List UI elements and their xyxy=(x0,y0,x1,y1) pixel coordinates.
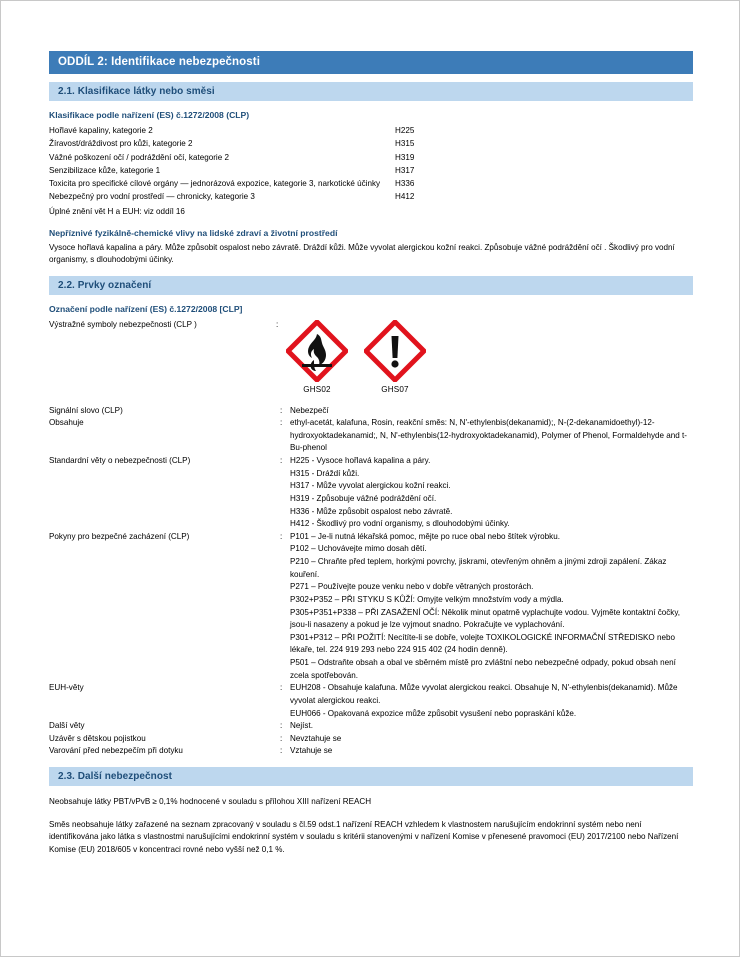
contains-row xyxy=(49,417,693,455)
classification-row xyxy=(49,152,693,164)
pictogram-code: GHS02 xyxy=(303,384,331,394)
subsection-2-2-bar: 2.2. Prvky označení xyxy=(49,276,693,295)
euh-statement: EUH208 - Obsahuje kalafuna. Může vyvolat alergickou reakci. Obsahuje N, N'-ethylenbis(dekanamid). Může vyvolat alergickou reakci. xyxy=(290,683,678,705)
additional-statements-row xyxy=(49,720,693,733)
pictogram-row xyxy=(49,319,693,397)
tactile-warning-value: Vztahuje se xyxy=(290,746,333,756)
classification-name: Senzibilizace kůže, kategorie 1 xyxy=(49,165,161,175)
hazard-statement: H225 - Vysoce hořlavá kapalina a páry. xyxy=(290,456,431,466)
subsection-2-1-bar: 2.1. Klasifikace látky nebo směsi xyxy=(49,82,693,101)
contains-label: Obsahuje xyxy=(49,418,84,428)
row-colon: : xyxy=(280,531,283,541)
exclamation-mark-icon xyxy=(364,320,426,382)
clp-classification-heading: Klasifikace podle nařízení (ES) č.1272/2008 (CLP) xyxy=(49,110,250,120)
classification-row xyxy=(49,165,693,177)
full-text-note: Úplné znění vět H a EUH: viz oddíl 16 xyxy=(49,206,185,216)
hazard-statements-row xyxy=(49,455,693,531)
precautionary-statement: P501 – Odstraňte obsah a obal ve sběrném místě pro zvláštní nebo nebezpečné odpady, pokud obsah není zcela spotřebován. xyxy=(290,658,676,680)
pictogram-ghs07 xyxy=(364,320,426,397)
adverse-effects-text: Vysoce hořlavá kapalina a páry. Může způsobit ospalost nebo závratě. Dráždí kůži. Může vyvolat alergickou kožní reakci. Způsobuje vážné podráždění očí . Škodlivý pro vodní organismy, s dlouhodobými účinky. xyxy=(49,242,675,265)
classification-list xyxy=(49,125,693,204)
row-colon: : xyxy=(280,456,283,466)
contains-value: ethyl-acetát, kalafuna, Rosin, reakční směs: N, N'-ethylenbis(dekanamid);, N-(2-dekanamidoethyl)-12-hydroxyoktadekanamid;, N, N'-ethylenbis(12-hydroxyoktadekanamid), Polymer of Phenol, Formaldehyde and t-Bu-phenol xyxy=(290,418,687,453)
euh-statement: EUH066 - Opakovaná expozice může způsobit vysušení nebo popraskání kůže. xyxy=(290,708,577,718)
hazard-statement: H315 - Dráždí kůži. xyxy=(290,468,360,478)
classification-code: H412 xyxy=(395,192,415,202)
precautionary-statements-row xyxy=(49,531,693,683)
precautionary-statement: P302+P352 – PŘI STYKU S KŮŽÍ: Omyjte velkým množstvím vody a mýdla. xyxy=(290,594,564,604)
precautionary-statement: P301+P312 – PŘI POŽITÍ: Necítíte-li se dobře, volejte TOXIKOLOGICKÉ INFORMAČNÍ STŘEDISKO nebo lékaře, tel. 224 919 293 nebo 224 915 402 (24 hodin denně). xyxy=(290,632,675,655)
classification-name: Vážné poškození očí / podráždění očí, kategorie 2 xyxy=(49,152,229,162)
hazard-statements-label: Standardní věty o nebezpečnosti (CLP) xyxy=(49,456,191,466)
additional-statements-value: Nejíst. xyxy=(290,721,313,731)
row-colon: : xyxy=(276,319,279,329)
pbt-statement: Neobsahuje látky PBT/vPvB ≥ 0,1% hodnocené v souladu s přílohou XIII nařízení REACH xyxy=(49,797,372,807)
pictogram-label: Výstražné symboly nebezpečnosti (CLP ) xyxy=(49,319,197,329)
hazard-statement: H336 - Může způsobit ospalost nebo závratě. xyxy=(290,506,453,516)
signal-word-row xyxy=(49,405,693,418)
adverse-effects-heading: Nepříznivé fyzikálně-chemické vlivy na lidské zdraví a životní prostředí xyxy=(49,227,338,238)
classification-row xyxy=(49,138,693,150)
hazard-statement: H412 - Škodlivý pro vodní organismy, s dlouhodobými účinky. xyxy=(290,519,510,529)
classification-name: Žíravost/dráždivost pro kůži, kategorie 2 xyxy=(49,139,193,149)
classification-code: H317 xyxy=(395,165,415,175)
row-colon: : xyxy=(280,733,283,743)
section-title-bar: ODDÍL 2: Identifikace nebezpečnosti xyxy=(49,51,693,74)
hazard-statements-list xyxy=(290,455,693,531)
euh-statements-row xyxy=(49,682,693,720)
classification-name: Nebezpečný pro vodní prostředí — chronicky, kategorie 3 xyxy=(49,192,255,202)
additional-statements-label: Další věty xyxy=(49,721,85,731)
document-content xyxy=(49,51,693,858)
hazard-statement: H317 - Může vyvolat alergickou kožní reakci. xyxy=(290,481,451,491)
child-resistant-closure-value: Nevztahuje se xyxy=(290,733,342,743)
row-colon: : xyxy=(280,721,283,731)
precautionary-statements-label: Pokyny pro bezpečné zacházení (CLP) xyxy=(49,531,190,541)
euh-statements-label: EUH-věty xyxy=(49,683,84,693)
euh-statements-list xyxy=(290,682,693,720)
precautionary-statement: P305+P351+P338 – PŘI ZASAŽENÍ OČÍ: Několik minut opatrně vyplachujte vodou. Vyjměte kontaktní čočky, jsou-li nasazeny a pokud je lze vyjmout snadno. Pokračujte ve vyplachování. xyxy=(290,607,681,630)
endocrine-disruptor-statement: Směs neobsahuje látky zařazené na seznam zpracovaný v souladu s čl.59 odst.1 nařízení REACH vzhledem k vlastnostem narušujícím endokrinní systém nebo není identifikována jako látka s vlastnostmi narušujícími endokrinní systém v souladu s kritérii stanovenými v nařízení Komise v přenesené pravomoci (EU) 2017/2100 nebo Nařízení Komise (EU) 2018/605 v koncentraci rovné nebo vyšší než 0,1 %. xyxy=(49,819,679,854)
precautionary-statement: P210 – Chraňte před teplem, horkými povrchy, jiskrami, otevřeným ohněm a jinými zdroji zapálení. Zákaz kouření. xyxy=(290,557,667,579)
child-resistant-closure-label: Uzávěr s dětskou pojistkou xyxy=(49,733,146,743)
precautionary-statement: P271 – Používejte pouze venku nebo v dobře větraných prostorách. xyxy=(290,582,534,592)
row-colon: : xyxy=(280,746,283,756)
classification-code: H225 xyxy=(395,126,415,135)
classification-code: H315 xyxy=(395,139,415,149)
classification-name: Toxicita pro specifické cílové orgány — jednorázová expozice, kategorie 3, narkotické účinky xyxy=(49,179,381,189)
pictogram-group xyxy=(286,320,426,397)
tactile-warning-label: Varování před nebezpečím při dotyku xyxy=(49,746,183,756)
child-resistant-closure-row xyxy=(49,733,693,746)
tactile-warning-row xyxy=(49,745,693,758)
subsection-2-3-bar: 2.3. Další nebezpečnost xyxy=(49,767,693,786)
clp-labelling-heading: Označení podle nařízení (ES) č.1272/2008 [CLP] xyxy=(49,303,243,314)
classification-name: Hořlavé kapaliny, kategorie 2 xyxy=(49,126,153,135)
precautionary-statement: P102 – Uchovávejte mimo dosah dětí. xyxy=(290,544,427,554)
hazard-statement: H319 - Způsobuje vážné podráždění očí. xyxy=(290,493,437,503)
classification-row xyxy=(49,125,693,137)
precautionary-statement: P101 – Je-li nutná lékařská pomoc, mějte po ruce obal nebo štítek výrobku. xyxy=(290,531,560,541)
signal-word-value: Nebezpečí xyxy=(290,405,329,415)
classification-row xyxy=(49,191,693,203)
pictogram-ghs02 xyxy=(286,320,348,397)
signal-word-label: Signální slovo (CLP) xyxy=(49,405,123,415)
precautionary-statements-list xyxy=(290,531,693,683)
row-colon: : xyxy=(280,418,283,428)
classification-code: H336 xyxy=(395,179,415,189)
row-colon: : xyxy=(280,683,283,693)
classification-row xyxy=(49,178,693,190)
row-colon: : xyxy=(280,405,283,415)
classification-code: H319 xyxy=(395,152,415,162)
flame-over-circle-icon xyxy=(286,320,348,382)
pictogram-code: GHS07 xyxy=(381,384,409,394)
